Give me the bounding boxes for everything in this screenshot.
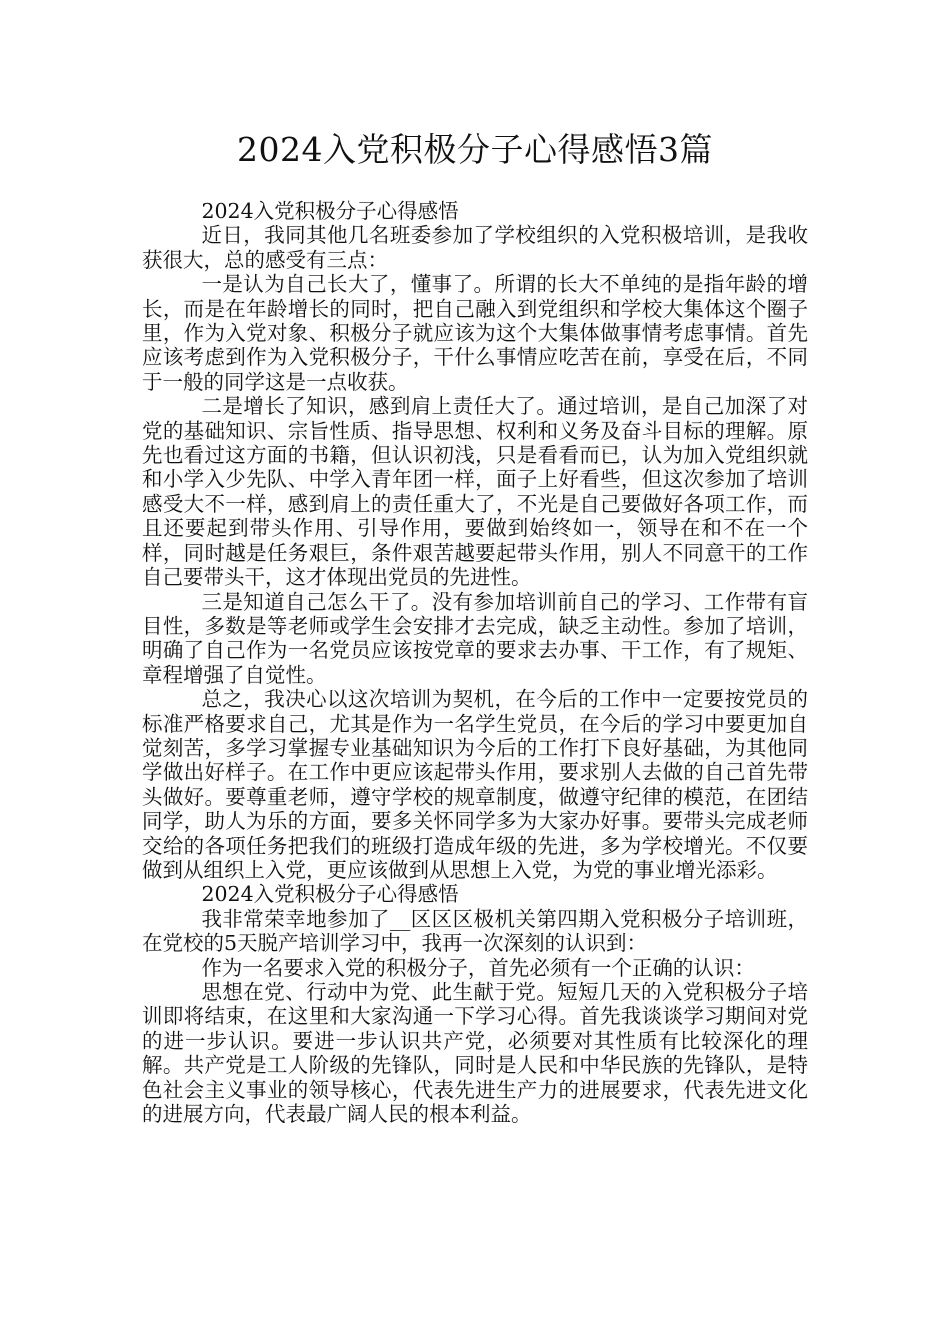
- document-body: [142, 199, 808, 1126]
- paragraph-summary: 总之，我决心以这次培训为契机，在今后的工作中一定要按党员的标准严格要求自己，尤其是作为一名学生党员，在今后的学习中要更加自觉刻苦，多学习掌握专业基础知识为今后的工作打下良好基础，为其他同学做出好样子。在工作中更应该起带头作用，要求别人去做的自己首先带头做好。要尊重老师，遵守学校的规章制度，做遵守纪律的模范，在团结同学，助人为乐的方面，要多关怀同学多为大家办好事。要带头完成老师交给的各项任务把我们的班级打造成年级的先进，多为学校增光。不仅要做到从组织上入党，更应该做到从思想上入党，为党的事业增光添彩。: [142, 687, 808, 882]
- document-title: 2024入党积极分子心得感悟3篇: [237, 130, 713, 169]
- section-heading-2: 2024入党积极分子心得感悟: [201, 882, 459, 907]
- paragraph-point-2: 二是增长了知识，感到肩上责任大了。通过培训，是自己加深了对党的基础知识、宗旨性质、指导思想、权利和义务及奋斗目标的理解。原先也看过这方面的书籍，但认识初浅，只是看看而已，认为加入党组织就和小学入少先队、中学入青年团一样，面子上好看些，但这次参加了培训感受大不一样，感到肩上的责任重大了，不光是自己要做好各项工作，而且还要起到带头作用、引导作用，要做到始终如一，领导在和不在一个样，同时越是任务艰巨，条件艰苦越要起带头作用，别人不同意干的工作自己要带头干，这才体现出党员的先进性。: [142, 394, 808, 590]
- paragraph-section2-intro: 我非常荣幸地参加了__区区区极机关第四期入党积极分子培训班，在党校的5天脱产培训学习中，我再一次深刻的认识到：: [142, 906, 808, 956]
- section-heading-1: 2024入党积极分子心得感悟: [201, 199, 459, 223]
- paragraph-intro: 近日，我同其他几名班委参加了学校组织的入党积极培训，是我收获很大，总的感受有三点：: [142, 223, 808, 272]
- paragraph-point-3: 三是知道自己怎么干了。没有参加培训前自己的学习、工作带有盲目性，多数是等老师或学生会安排才去完成，缺乏主动性。参加了培训，明确了自己作为一名党员应该按党章的要求去办事、干工作，有了规矩、章程增强了自觉性。: [142, 589, 808, 687]
- paragraph-section2-recognition: 作为一名要求入党的积极分子，首先必须有一个正确的认识：: [201, 955, 755, 980]
- paragraph-point-1: 一是认为自己长大了，懂事了。所谓的长大不单纯的是指年龄的增长，而是在年龄增长的同时，把自己融入到党组织和学校大集体这个圈子里，作为入党对象、积极分子就应该为这个大集体做事情考虑事情。首先应该考虑到作为入党积极分子，干什么事情应吃苦在前，享受在后，不同于一般的同学这是一点收获。: [142, 272, 808, 394]
- paragraph-section2-body: 思想在党、行动中为党、此生献于党。短短几天的入党积极分子培训即将结束，在这里和大家沟通一下学习心得。首先我谈谈学习期间对党的进一步认识。要进一步认识共产党，必须要对其性质有比较深化的理解。共产党是工人阶级的先锋队，同时是人民和中华民族的先锋队，是特色社会主义事业的领导核心，代表先进生产力的进展要求，代表先进文化的进展方向，代表最广阔人民的根本利益。: [142, 980, 808, 1127]
